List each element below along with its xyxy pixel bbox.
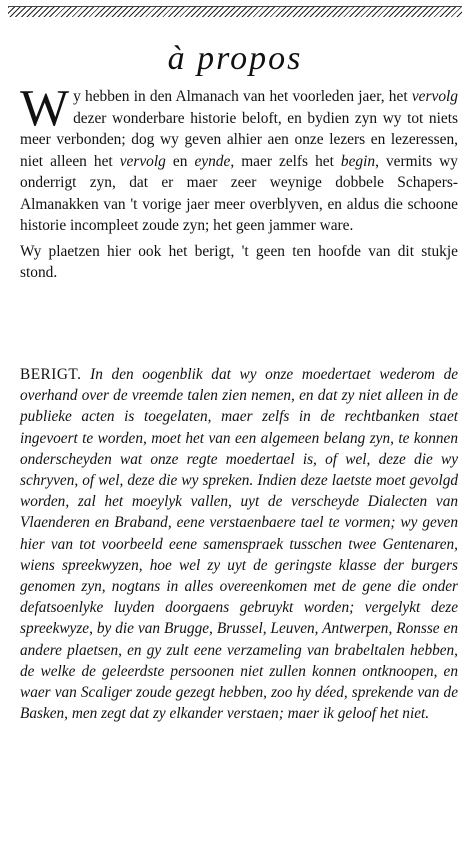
paragraph-1-part3: , maer zelfs het (230, 152, 341, 170)
page-title: à propos (167, 40, 303, 77)
intro-text (20, 80, 458, 284)
drop-cap: W (20, 80, 70, 137)
paragraph-1-part2: dezer wonderbare historie beloft, en bydien zyn wy tot niets meer verbonden; dog wy geven alhier aen onze lezers en lezeressen, niet alleen het (20, 109, 458, 170)
emph-begin: begin (340, 152, 376, 170)
decorative-border (8, 6, 462, 17)
paragraph-1 (20, 80, 458, 237)
bericht-text: In den oogenblik dat wy onze moedertaet wederom de overhand over de vreemde talen zien nemen, en dat zy niet alleen in de publieke acten is toegelaten, maer zelfs in de rechtbanken staet ingevoert te worden, moet het van een algemeen belang zyn, te konnen onderscheyden wat onze regte moedertael is, of wel, deze die wy schryven, of wel, deze die wy spreken. Indien deze laetste moet gevolgd worden, zal het moeylyk vallen, uyt de verscheyde Dialecten van Vlaenderen en Braband, eene verstaenbaere tael te vormen; wy geven hier van tot voorbeeld eene samenspraek tusschen twee Gentenaren, wiens spreekwyzen, hoe wel zy uyt de geringste klasse der burgers genomen zyn, nogtans in alles overeenkomen met de gene die onder defatsoenlyke luyden doorgaens gebruykt worden; vergelykt deze spreekwyze, by die van Brugge, Brussel, Leuven, Antwerpen, Ronsse en andere plaetsen, en gy zult eene verzameling van brabeltalen hebben, de welke de geleerdste persoonen niet zullen konnen ontknoopen, en waer van Scaliger zoude gezegt hebben, zoo hy déed, sprekende van de Basken, men zegt dat zy elkander verstaen; maer ik geloof het niet. (20, 366, 459, 723)
bericht-label: BERIGT. (20, 366, 82, 383)
bericht-notice (20, 364, 458, 724)
paragraph-1-part4: , vermits wy onderrigt zyn, dat er maer zeer weynige dobbele Schapers-Almanakken van 't vorige jaer meer overblyven, en aldus die schoone historie incompleet zoude zyn; het geen jammer ware. (20, 152, 458, 234)
emph-vervolg-2: vervolg (119, 152, 166, 170)
emph-vervolg: vervolg (411, 88, 458, 105)
paragraph-2: Wy plaetzen hier ook het berigt, 't geen ten hoofde van dit stukje stond. (20, 242, 458, 281)
paragraph-1-lead: y hebben in den Almanach van het voorleden jaer, het (73, 88, 412, 105)
emph-eynde: eynde (194, 152, 231, 170)
paragraph-1-en: en (165, 152, 195, 170)
